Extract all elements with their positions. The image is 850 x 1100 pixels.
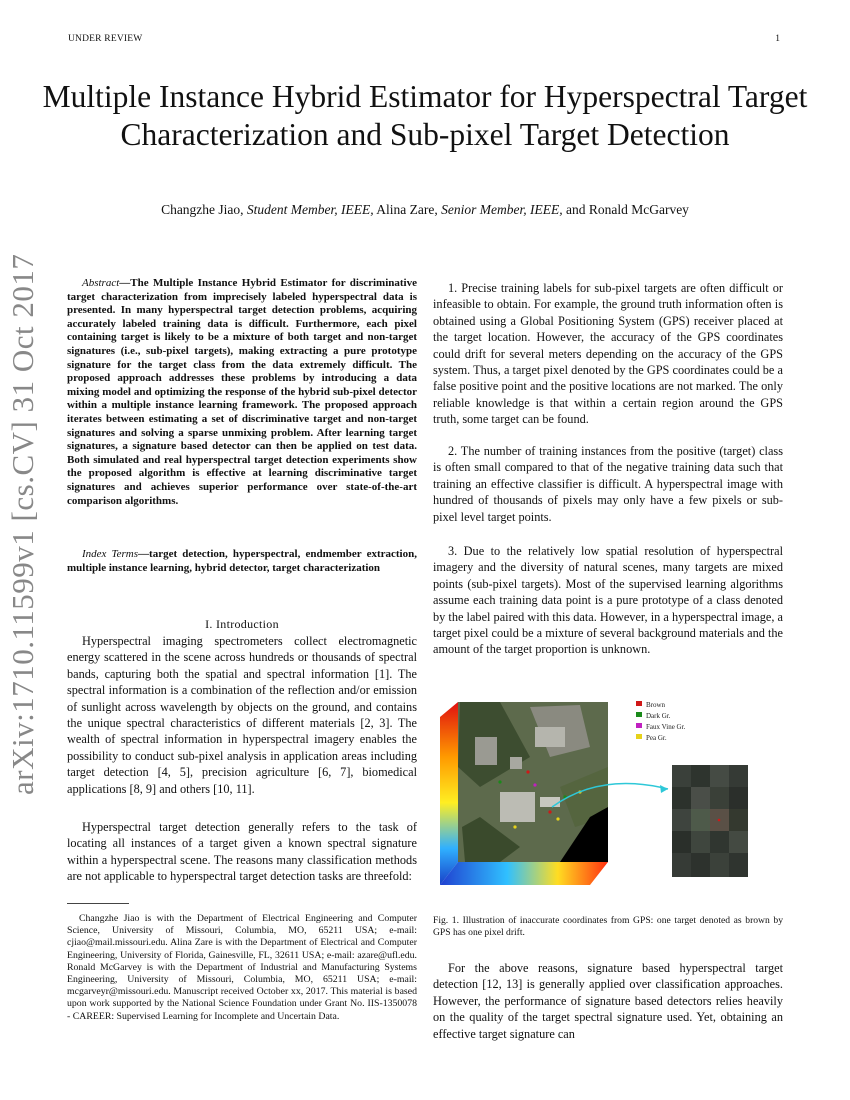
- intro-p2-text: Hyperspectral target detection generally refers to the task of locating all instances of a target given a known spectral signature within a hyperspectral scene. The reasons many classification methods are not applicable to hyperspectral target detection tasks are threefold:: [67, 820, 417, 884]
- right-paragraph-text: For the above reasons, signature based hyperspectral target detection [12, 13] is generally applied over classification approaches. However, the performance of signature based detectors relies heavily on the quality of the target spectral signature used. Yet, obtaining an effective target signature can: [433, 961, 783, 1041]
- reason-3-text: 3. Due to the relatively low spatial resolution of hyperspectral imagery and the diversity of natural scenes, many targets are mixed points (sub-pixel targets). Most of the supervised learning algorithms assume each training data point is a pure prototype of a class denoted by the label paired with this data. However, in a hyperspectral image, a target pixel could be a mixture of several background materials and the amount of the target proportion is unknown.: [433, 544, 783, 657]
- author-2-name: Alina Zare,: [373, 202, 442, 217]
- footnote: [67, 913, 417, 1023]
- index-terms-text: —target detection, hyperspectral, endmember extraction, multiple instance learning, hybrid detector, target characterization: [67, 548, 417, 574]
- legend-pea-gr: Pea Gr.: [646, 734, 667, 742]
- footnote-divider: [67, 903, 129, 904]
- author-1-role: Student Member, IEEE,: [246, 202, 374, 217]
- legend-swatch-peagr: [636, 734, 642, 739]
- right-paragraph-after-figure: [433, 960, 783, 1042]
- figure-1: [440, 697, 785, 887]
- zoomed-pixel-patch: [672, 765, 748, 877]
- index-terms-label: Index Terms: [82, 548, 139, 560]
- author-1-name: Changzhe Jiao,: [161, 202, 247, 217]
- arxiv-side-label: arXiv:1710.11599v1 [cs.CV] 31 Oct 2017: [5, 253, 40, 795]
- author-line: [40, 202, 810, 218]
- running-header: UNDER REVIEW: [68, 34, 143, 44]
- intro-paragraph-1: [67, 633, 417, 797]
- page-number: 1: [775, 34, 780, 44]
- paper-title: Multiple Instance Hybrid Estimator for Hyperspectral Target Characterization and Sub-pixel Target Detection: [42, 79, 808, 152]
- figure-caption: Fig. 1. Illustration of inaccurate coordinates from GPS: one target denoted as brown by GPS has one pixel drift.: [433, 915, 783, 939]
- legend-swatch-brown: [636, 701, 642, 706]
- legend-swatch-fauxvine: [636, 723, 642, 728]
- author-3: and Ronald McGarvey: [562, 202, 689, 217]
- author-2-role: Senior Member, IEEE,: [441, 202, 563, 217]
- legend-dark-gr: Dark Gr.: [646, 712, 671, 720]
- legend-swatch-darkgr: [636, 712, 642, 717]
- section-heading: I. Introduction: [205, 617, 279, 631]
- reason-2-text: 2. The number of training instances from the positive (target) class is often small compared to that of the negative training data such that training an effective classifier is difficult. A hyperspectral image with hundred of thousands of pixels may only have a few pixels or sub-pixel level target points.: [433, 444, 783, 524]
- intro-paragraph-2: [67, 819, 417, 885]
- reason-2: [433, 443, 783, 525]
- index-terms: [67, 548, 417, 575]
- legend-faux-vine-gr: Faux Vine Gr.: [646, 723, 686, 731]
- reason-3: [433, 543, 783, 658]
- legend-brown: Brown: [646, 701, 666, 709]
- intro-p1-text: Hyperspectral imaging spectrometers collect electromagnetic energy scattered in the scene across hundreds or thousands of spectral bands, capturing both the spatial and spectral information [1]. The spectral information is a combination of the reflection and/or emission of sunlight across wavelength by objects on the ground, and contains the unique spectral characteristics of different materials [2, 3]. The wealth of spectral information in hyperspectral imagery enables the possibility to conduct sub-pixel analysis in application areas including target detection [4, 5], precision agriculture [6, 7], biomedical applications [8, 9] and others [10, 11].: [67, 634, 417, 796]
- figure-1-illustration: [440, 697, 785, 887]
- abstract: [67, 277, 417, 508]
- reason-1: [433, 280, 783, 428]
- abstract-text: —The Multiple Instance Hybrid Estimator for discriminative target characterization from imprecisely labeled hyperspectral data is presented. In many hyperspectral target detection problems, acquiring accurately labeled training data is difficult. Furthermore, each pixel containing target is likely to be a mixture of both target and non-target signatures (i.e., sub-pixel targets), making extracting a pure prototype signature for the target class from the data extremely difficult. The proposed approach addresses these problems by introducing a data mixing model and optimizing the response of the hybrid sub-pixel detector within a multiple instance learning framework. The proposed approach iterates between estimating a set of discriminative target and non-target signatures and solving a sparse unmixing problem. After learning target signatures, a signature based detector can then be applied on test data. Both simulated and real hyperspectral target detection experiments show the proposed algorithm is effective at learning discriminative target signatures and achieves superior performance over state-of-the-art comparison algorithms.: [67, 277, 417, 507]
- cube-bottom-face: [440, 862, 608, 885]
- abstract-label: Abstract: [82, 277, 120, 289]
- reason-1-text: 1. Precise training labels for sub-pixel targets are often difficult or infeasible to obtain. For example, the ground truth information often is obtained using a Global Positioning System (GPS) receiver placed at the target location. However, the accuracy of the GPS coordinates could drift for several meters depending on the accuracy of the GPS system. Thus, a target pixel denoted by the GPS coordinates could be a false positive point and the positive locations are not marked. The only reliable knowledge is that within a certain region around the GPS truth, some target can be found.: [433, 281, 783, 427]
- figure-legend: [636, 701, 686, 742]
- footnote-text: Changzhe Jiao is with the Department of Electrical Engineering and Computer Science, University of Missouri, Columbia, MO, 65211 USA; e-mail: cjiao@mail.missouri.edu. Alina Zare is with the Department of Electrical and Computer Engineering, University of Florida, Gainesville, FL, 32611 USA; e-mail: azare@ufl.edu. Ronald McGarvey is with the Department of Industrial and Manufacturing Systems Engineering, University of Missouri, Columbia, MO, 65211 USA; e-mail: mcgarveyr@missouri.edu. Manuscript received October xx, 2017. This material is based upon work supported by the National Science Foundation under Grant No. IIS-1350078 - CAREER: Supervised Learning for Incomplete and Uncertain Data.: [67, 913, 417, 1022]
- cube-left-face: [440, 702, 458, 885]
